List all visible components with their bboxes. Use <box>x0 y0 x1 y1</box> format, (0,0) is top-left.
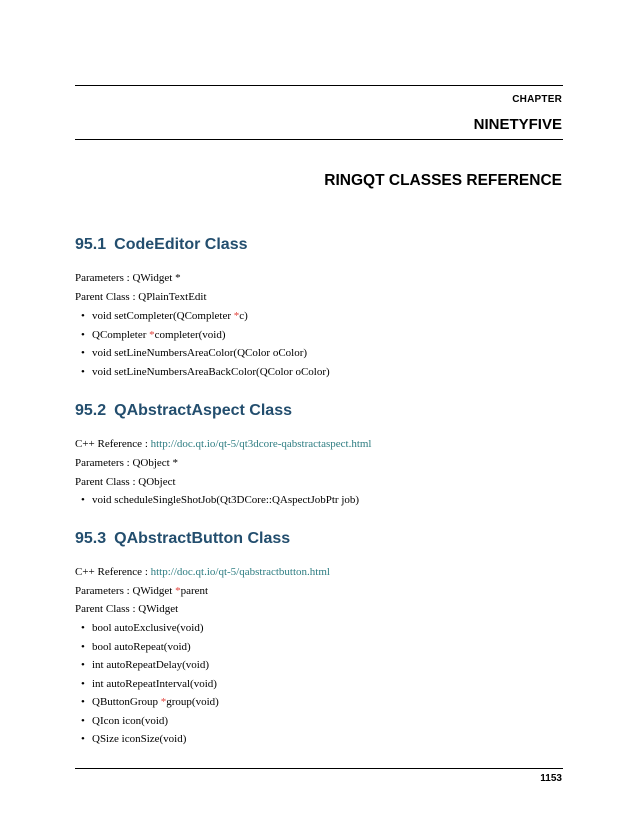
method-item <box>75 677 219 696</box>
parent-class-label: Parent Class : <box>75 476 139 488</box>
method-item <box>75 621 219 640</box>
cpp-reference-label: C++ Reference : <box>75 566 151 578</box>
cpp-reference-link[interactable]: http://doc.qt.io/qt-5/qabstractbutton.html <box>150 566 330 578</box>
pointer-star: * <box>160 696 167 708</box>
chapter-label: CHAPTER <box>512 94 562 105</box>
parameters-line <box>75 271 181 285</box>
method-text-rest: c) <box>239 310 248 322</box>
parent-class-value: QWidget <box>138 603 179 615</box>
parameters-value: QObject * <box>132 457 178 469</box>
pointer-star: * <box>233 310 240 322</box>
chapter-title: RINGQT CLASSES REFERENCE <box>324 172 562 189</box>
method-text: QIcon icon(void) <box>92 714 169 727</box>
method-item <box>75 714 219 733</box>
header-bottom-rule <box>75 139 563 140</box>
method-item <box>75 640 219 659</box>
pointer-star: * <box>175 585 181 597</box>
section-heading-qabstractbutton <box>75 530 290 548</box>
method-text: QButtonGroup <box>92 696 161 708</box>
cpp-reference-line <box>75 565 330 579</box>
section-number: 95.2 <box>75 402 107 419</box>
parent-class-label: Parent Class : <box>75 603 139 615</box>
section-number: 95.1 <box>75 236 107 253</box>
method-list <box>75 309 330 383</box>
parameters-label: Parameters : <box>75 457 133 469</box>
method-item <box>75 658 219 677</box>
section-heading-codeeditor <box>75 236 248 254</box>
parent-class-value: QPlainTextEdit <box>138 291 207 303</box>
method-text-rest: group(void) <box>166 696 219 708</box>
method-text: void setLineNumbersAreaColor(QColor oColor) <box>92 347 308 359</box>
method-list <box>75 493 359 512</box>
parameters-value-rest: parent <box>180 585 209 597</box>
page-number: 1153 <box>540 773 562 784</box>
cpp-reference-label: C++ Reference : <box>75 438 151 450</box>
cpp-reference-line <box>75 437 371 451</box>
parent-class-line <box>75 602 178 616</box>
method-text: int autoRepeatDelay(void) <box>92 659 209 671</box>
section-title: QAbstractAspect Class <box>114 402 292 419</box>
parameters-label: Parameters : <box>75 272 133 284</box>
header-top-rule <box>75 85 563 86</box>
method-text: int autoRepeatInterval(void) <box>92 677 217 690</box>
method-text: void scheduleSingleShotJob(Qt3DCore::QAspectJobPtr job) <box>92 494 360 506</box>
method-text: QCompleter <box>92 328 150 341</box>
method-item <box>75 695 219 714</box>
section-title: QAbstractButton Class <box>114 530 291 547</box>
parent-class-line <box>75 290 207 304</box>
parent-class-label: Parent Class : <box>75 291 139 303</box>
method-text-rest: completer(void) <box>154 328 226 341</box>
method-item <box>75 732 219 751</box>
method-text: void setCompleter(QCompleter <box>92 310 234 322</box>
method-item <box>75 346 330 365</box>
pointer-star: * <box>149 328 155 341</box>
parameters-value: QWidget <box>132 585 176 597</box>
method-item <box>75 493 359 512</box>
method-text: bool autoExclusive(void) <box>92 622 204 634</box>
cpp-reference-link[interactable]: http://doc.qt.io/qt-5/qt3dcore-qabstractaspect.html <box>150 438 372 450</box>
method-list <box>75 621 219 751</box>
method-text: bool autoRepeat(void) <box>92 640 191 653</box>
method-text: QSize iconSize(void) <box>92 733 187 745</box>
section-heading-qabstractaspect <box>75 402 292 420</box>
parameters-line <box>75 456 178 470</box>
method-item <box>75 365 330 384</box>
section-number: 95.3 <box>75 530 107 547</box>
parameters-label: Parameters : <box>75 585 133 597</box>
method-item <box>75 328 330 347</box>
parent-class-value: QObject <box>138 476 176 488</box>
parameters-line <box>75 584 208 598</box>
section-title: CodeEditor Class <box>114 236 248 253</box>
method-item <box>75 309 330 328</box>
parent-class-line <box>75 475 176 489</box>
footer-rule <box>75 768 563 769</box>
parameters-value: QWidget * <box>132 272 181 284</box>
method-text: void setLineNumbersAreaBackColor(QColor oColor) <box>92 365 330 378</box>
chapter-number: NINETYFIVE <box>473 116 562 133</box>
